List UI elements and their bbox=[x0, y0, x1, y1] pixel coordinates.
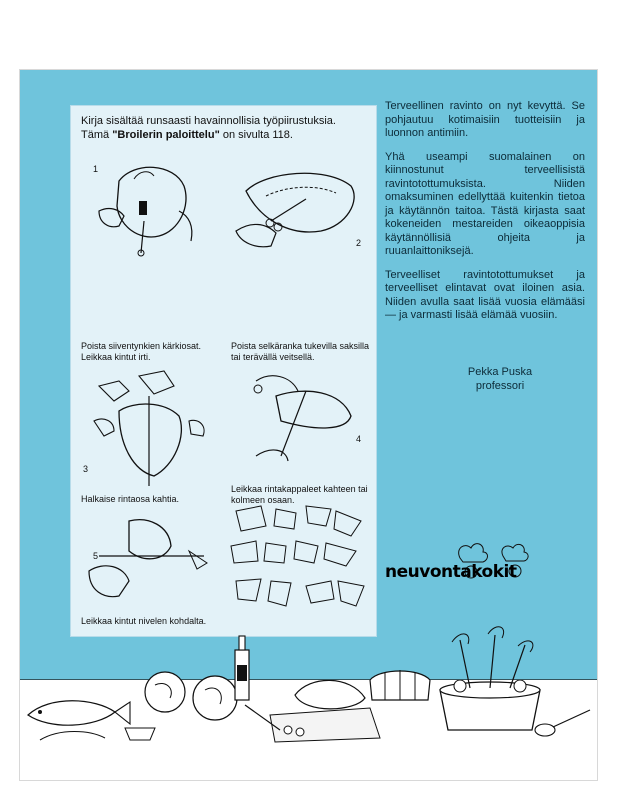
step-4-number: 4 bbox=[356, 434, 362, 444]
figure-step-4 bbox=[226, 361, 366, 471]
step-3-caption: Halkaise rintaosa kahtia. bbox=[81, 494, 180, 504]
illustration-inset bbox=[70, 105, 377, 637]
figure-step-2 bbox=[226, 151, 366, 261]
inset-intro-bold: "Broilerin paloittelu" bbox=[112, 129, 220, 141]
step-2-number: 2 bbox=[356, 238, 362, 248]
step-1-caption: Poista siiventynkien kärkiosat. Leikkaa kintut irti. bbox=[81, 341, 202, 362]
figure-step-5 bbox=[79, 511, 219, 611]
signature-title: professori bbox=[475, 380, 525, 392]
step-5-caption: Leikkaa kintut nivelen kohdalta. bbox=[81, 616, 207, 626]
signature-block bbox=[440, 365, 560, 393]
signature-name: Pekka Puska bbox=[467, 366, 533, 378]
figure-step-1 bbox=[79, 151, 219, 261]
description-text bbox=[385, 100, 585, 333]
step-2-caption: Poista selkäranka tukevilla saksilla tai terävällä veitsellä. bbox=[231, 341, 370, 362]
step-3-number: 3 bbox=[83, 464, 89, 474]
step-4-caption: Leikkaa rintakappaleet kahteen tai kolmeen osaan. bbox=[231, 484, 368, 505]
inset-intro-line2-pre: Tämä bbox=[81, 129, 113, 141]
neuvontakokit-logo bbox=[385, 540, 565, 600]
step-5-number: 5 bbox=[93, 551, 99, 561]
paragraph-2: Yhä useampi suomalainen on kiinnostunut terveellisistä ravintotottumuksista. Niiden omaksuminen edellyttää kuitenkin tietoa ja käytännön taitoa. Tästä kirjasta saat kokeneiden mestareiden oikeaoppisia käytännöllisiä ohjeita ja ruuanlaittoniksejä. bbox=[385, 150, 585, 257]
inset-intro-line2-post: on sivulta 118. bbox=[219, 129, 293, 141]
logo-text: neuvontakokit bbox=[385, 562, 517, 582]
paragraph-3: Terveelliset ravintotottumukset ja terveelliset elintavat ovat iloinen asia. Niiden avulla saat lisää vuosia elämääsi — ja varmasti lisää elämää vuosiin. bbox=[385, 268, 585, 321]
paragraph-1: Terveellinen ravinto on nyt kevyttä. Se pohjautuu kotimaisiin tuotteisiin ja luonnon antimiin. bbox=[385, 100, 585, 139]
inset-intro bbox=[81, 114, 371, 142]
kitchen-table-illustration bbox=[20, 610, 597, 750]
book-back-cover bbox=[20, 70, 597, 780]
figure-step-3 bbox=[79, 306, 219, 516]
step-1-number: 1 bbox=[93, 164, 99, 174]
blue-panel bbox=[20, 70, 597, 690]
inset-intro-line1: Kirja sisältää runsaasti havainnollisia työpiirustuksia. bbox=[81, 115, 336, 127]
figure-chicken-pieces bbox=[226, 501, 371, 621]
